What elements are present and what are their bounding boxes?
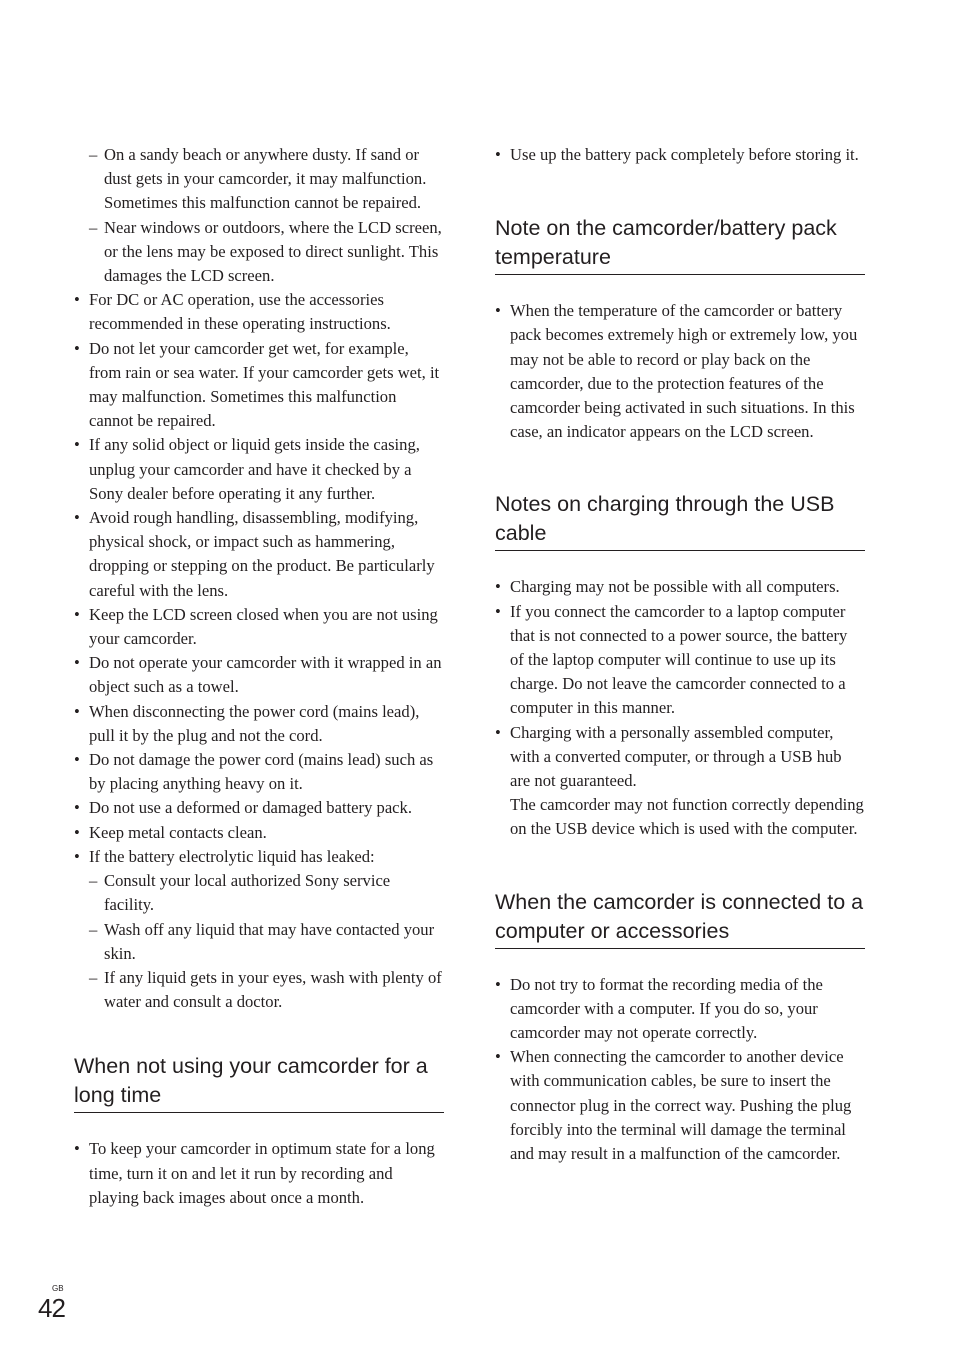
list-item: • When disconnecting the power cord (mains lead), pull it by the plug and not the cord. xyxy=(74,700,444,748)
list-item: • Keep metal contacts clean. xyxy=(74,821,444,845)
list-item: – If any liquid gets in your eyes, wash with plenty of water and consult a doctor. xyxy=(74,966,444,1014)
list-item: • Do not damage the power cord (mains lead) such as by placing anything heavy on it. xyxy=(74,748,444,796)
usb-charging-list xyxy=(495,575,865,841)
list-item: • If the battery electrolytic liquid has leaked: xyxy=(74,845,444,869)
section-heading-long-time: When not using your camcorder for a long time xyxy=(74,1052,444,1113)
list-item: • For DC or AC operation, use the accessories recommended in these operating instructions. xyxy=(74,288,444,336)
storage-list xyxy=(495,143,865,167)
list-item xyxy=(495,721,865,842)
list-item: – Near windows or outdoors, where the LCD screen, or the lens may be exposed to direct sunlight. This damages the LCD screen. xyxy=(74,216,444,289)
list-item-note: The camcorder may not function correctly depending on the USB device which is used with the computer. xyxy=(510,795,864,839)
list-item: • Charging may not be possible with all computers. xyxy=(495,575,865,599)
list-item: • Use up the battery pack completely before storing it. xyxy=(495,143,865,167)
temperature-list xyxy=(495,299,865,444)
page-number: 42 xyxy=(38,1293,65,1323)
long-time-list xyxy=(74,1137,444,1210)
list-item: • Do not operate your camcorder with it wrapped in an object such as a towel. xyxy=(74,651,444,699)
section-heading-connected: When the camcorder is connected to a computer or accessories xyxy=(495,888,865,949)
list-item: • Do not let your camcorder get wet, for example, from rain or sea water. If your camcorder gets wet, it may malfunction. Sometimes this malfunction cannot be repaired. xyxy=(74,337,444,434)
list-item: – Wash off any liquid that may have contacted your skin. xyxy=(74,918,444,966)
list-item: – On a sandy beach or anywhere dusty. If sand or dust gets in your camcorder, it may malfunction. Sometimes this malfunction cannot be repaired. xyxy=(74,143,444,216)
list-item-text: Charging with a personally assembled computer, with a converted computer, or through a USB hub are not guaranteed. xyxy=(510,722,842,791)
list-item: • To keep your camcorder in optimum state for a long time, turn it on and let it run by recording and playing back images about once a month. xyxy=(74,1137,444,1210)
precautions-list xyxy=(74,143,444,1014)
region-code: GB xyxy=(52,1284,64,1293)
list-item: • Keep the LCD screen closed when you are not using your camcorder. xyxy=(74,603,444,651)
list-item: • When the temperature of the camcorder or battery pack becomes extremely high or extremely low, you may not be able to record or play back on the camcorder, due to the protection features of the camcorder being activated in such situations. In this case, an indicator appears on the LCD screen. xyxy=(495,299,865,444)
list-item: • Do not use a deformed or damaged battery pack. xyxy=(74,796,444,820)
list-item: • If any solid object or liquid gets inside the casing, unplug your camcorder and have it checked by a Sony dealer before operating it any further. xyxy=(74,433,444,506)
section-heading-temperature: Note on the camcorder/battery pack temperature xyxy=(495,214,865,275)
list-item: – Consult your local authorized Sony service facility. xyxy=(74,869,444,917)
list-item: • If you connect the camcorder to a laptop computer that is not connected to a power source, the battery of the laptop computer will continue to use up its charge. Do not leave the camcorder connected to a computer in this manner. xyxy=(495,600,865,721)
left-column xyxy=(74,143,444,1210)
section-heading-usb-charging: Notes on charging through the USB cable xyxy=(495,490,865,551)
list-item: • Do not try to format the recording media of the camcorder with a computer. If you do so, your camcorder may not operate correctly. xyxy=(495,973,865,1046)
list-item: • Avoid rough handling, disassembling, modifying, physical shock, or impact such as hammering, dropping or stepping on the product. Be particularly careful with the lens. xyxy=(74,506,444,603)
connected-list xyxy=(495,973,865,1167)
list-item: • When connecting the camcorder to another device with communication cables, be sure to insert the connector plug in the correct way. Pushing the plug forcibly into the terminal will damage the terminal and may result in a malfunction of the camcorder. xyxy=(495,1045,865,1166)
right-column xyxy=(495,143,865,1166)
